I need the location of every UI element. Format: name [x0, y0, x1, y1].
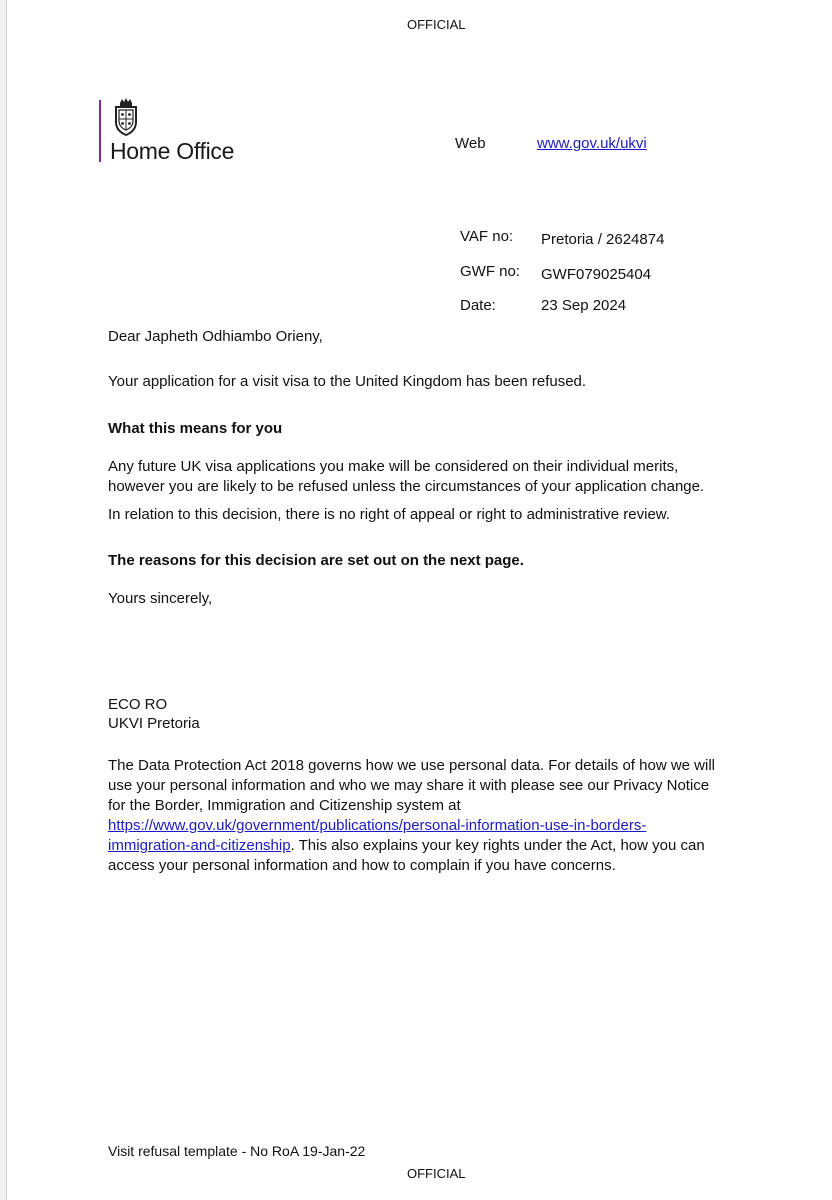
- privacy-line-2: use your personal information and who we may share it with please see our Privacy Notice: [108, 777, 710, 794]
- date-value: 23 Sep 2024: [541, 297, 627, 314]
- gwf-value: GWF079025404: [541, 266, 652, 283]
- privacy-link-part-1[interactable]: https://www.gov.uk/government/publications/personal-information-use-in-borders-: [108, 817, 647, 834]
- reasons-heading: The reasons for this decision are set out on the next page.: [108, 552, 524, 569]
- heading-what-this-means: What this means for you: [108, 420, 283, 437]
- intro-paragraph: Your application for a visit visa to the United Kingdom has been refused.: [108, 373, 587, 390]
- means-line-2: however you are likely to be refused unless the circumstances of your application change.: [108, 478, 705, 495]
- means-line-1: Any future UK visa applications you make will be considered on their individual merits,: [108, 458, 679, 475]
- home-office-logo-text: Home Office: [110, 138, 235, 164]
- web-link[interactable]: www.gov.uk/ukvi: [537, 135, 647, 152]
- web-label: Web: [455, 135, 486, 152]
- signatory-name: ECO RO: [108, 696, 168, 713]
- privacy-link-part-2[interactable]: immigration-and-citizenship: [108, 837, 291, 854]
- letter-page: [6, 0, 832, 1200]
- privacy-line-1: The Data Protection Act 2018 governs how we use personal data. For details of how we will: [108, 757, 715, 774]
- appeal-paragraph: In relation to this decision, there is no right of appeal or right to administrative review.: [108, 506, 670, 523]
- royal-crest-icon: [111, 98, 141, 136]
- privacy-line-6: access your personal information and how to complain if you have concerns.: [108, 857, 616, 874]
- signatory-office: UKVI Pretoria: [108, 715, 200, 732]
- classification-top: OFFICIAL: [407, 17, 466, 32]
- privacy-line-5-rest: . This also explains your key rights under the Act, how you can: [290, 837, 705, 854]
- template-reference: Visit refusal template - No RoA 19-Jan-22: [108, 1143, 366, 1159]
- salutation: Dear Japheth Odhiambo Orieny,: [108, 328, 323, 345]
- date-label: Date:: [460, 297, 496, 314]
- logo-brand-bar: [99, 100, 101, 162]
- closing: Yours sincerely,: [108, 590, 213, 607]
- vaf-label: VAF no:: [460, 228, 514, 245]
- vaf-value: Pretoria / 2624874: [541, 231, 665, 248]
- classification-bottom: OFFICIAL: [407, 1166, 466, 1181]
- privacy-line-3: for the Border, Immigration and Citizenship system at: [108, 797, 461, 814]
- privacy-line-5: [108, 836, 705, 856]
- gwf-label: GWF no:: [460, 263, 521, 280]
